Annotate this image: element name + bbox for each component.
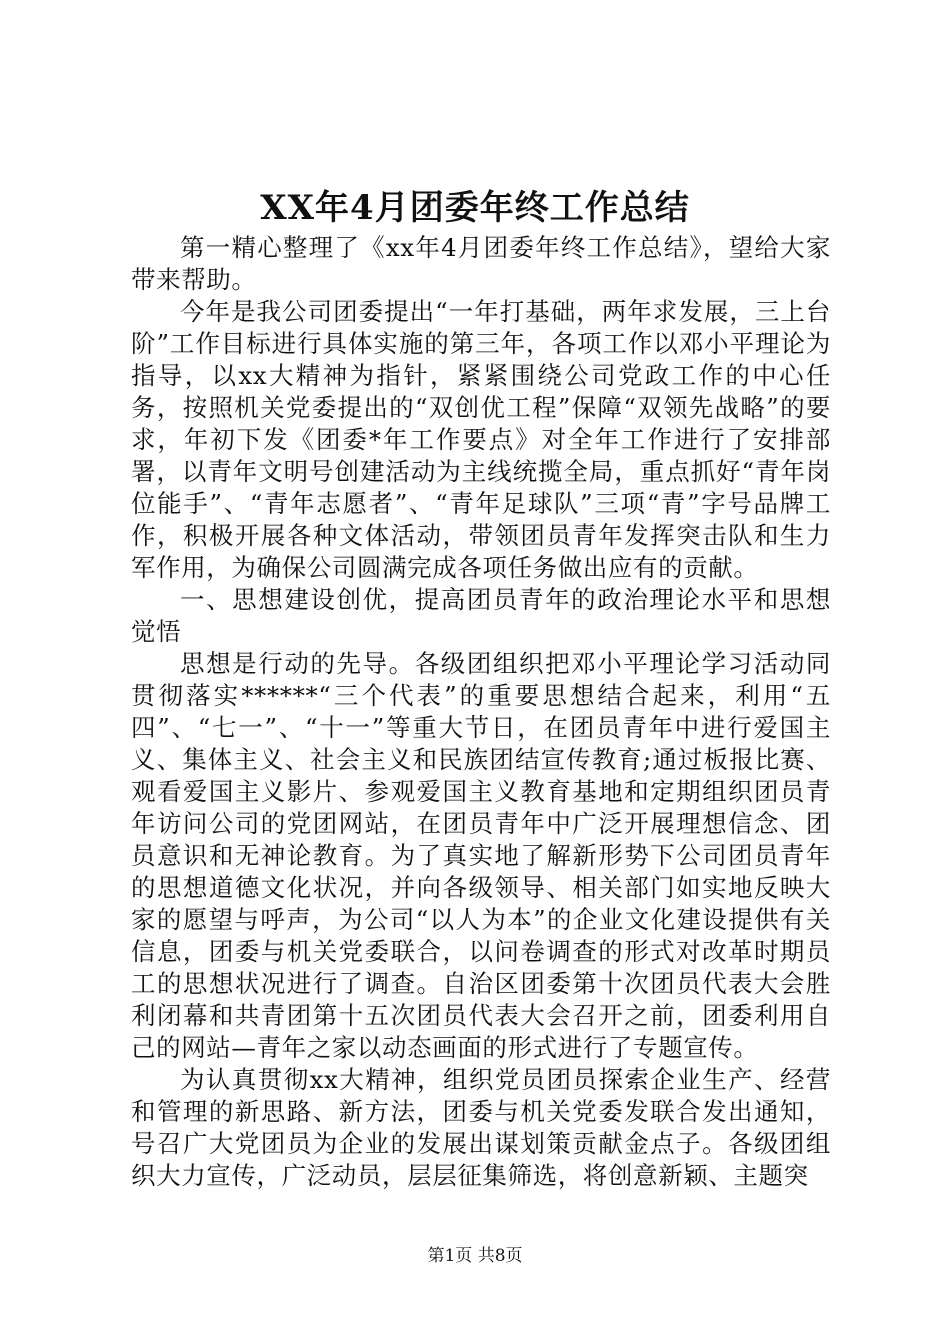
paragraph-intro: 第一精心整理了《xx年4月团委年终工作总结》，望给大家带来帮助。: [131, 233, 831, 294]
document-title: XX年4月团委年终工作总结: [260, 188, 690, 228]
paragraph-implementation: 为认真贯彻xx大精神，组织党员团员探索企业生产、经营和管理的新思路、新方法，团委与机关党委发联合发出通知，号召广大党团员为企业的发展出谋划策贡献金点子。各级团组织大力宣传，广泛动员，层层征集筛选，将创意新颖、主题突: [131, 1065, 831, 1190]
page-footer: 第1页 共8页: [427, 1246, 523, 1266]
document-body: [131, 232, 831, 1192]
paragraph-overview: 今年是我公司团委提出“一年打基础，两年求发展，三上台阶”工作目标进行具体实施的第三年，各项工作以邓小平理论为指导，以xx大精神为指针，紧紧围绕公司党政工作的中心任务，按照机关党委提出的“双创优工程”保障“双领先战略”的要求，年初下发《团委*年工作要点》对全年工作进行了安排部署，以青年文明号创建活动为主线统揽全局，重点抓好“青年岗位能手”、“青年志愿者”、“青年足球队”三项“青”字号品牌工作，积极开展各种文体活动，带领团员青年发挥突击队和生力军作用，为确保公司圆满完成各项任务做出应有的贡献。: [131, 297, 831, 582]
section-heading-1: 一、思想建设创优，提高团员青年的政治理论水平和思想觉悟: [131, 585, 831, 646]
paragraph-ideology: 思想是行动的先导。各级团组织把邓小平理论学习活动同贯彻落实******“三个代表”的重要思想结合起来，利用“五四”、“七一”、“十一”等重大节日，在团员青年中进行爱国主义、集体主义、社会主义和民族团结宣传教育;通过板报比赛、观看爱国主义影片、参观爱国主义教育基地和定期组织团员青年访问公司的党团网站，在团员青年中广泛开展理想信念、团员意识和无神论教育。为了真实地了解新形势下公司团员青年的思想道德文化状况，并向各级领导、相关部门如实地反映大家的愿望与呼声，为公司“以人为本”的企业文化建设提供有关信息，团委与机关党委联合，以问卷调查的形式对改革时期员工的思想状况进行了调查。自治区团委第十次团员代表大会胜利闭幕和共青团第十五次团员代表大会召开之前，团委利用自己的网站—青年之家以动态画面的形式进行了专题宣传。: [131, 649, 831, 1062]
